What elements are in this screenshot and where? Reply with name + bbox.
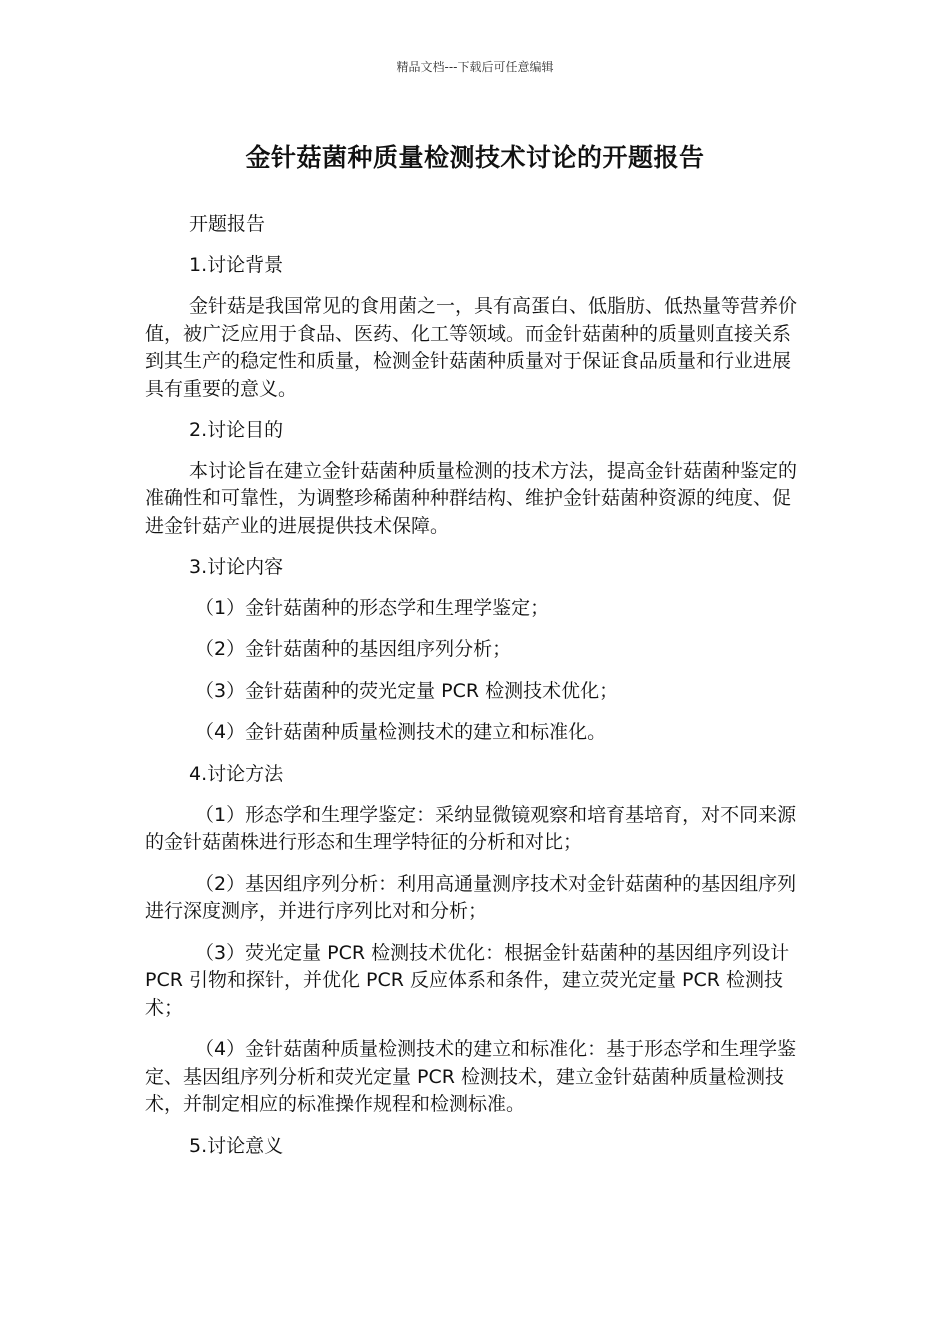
section-heading-purpose: 2.讨论目的 bbox=[189, 418, 284, 441]
document-title: 金针菇菌种质量检测技术讨论的开题报告 bbox=[245, 143, 705, 172]
section-heading-method: 4.讨论方法 bbox=[189, 762, 284, 785]
method-item: （2）基因组序列分析：利用高通量测序技术对金针菇菌种的基因组序列进行深度测序，并进行序列比对和分析； bbox=[145, 872, 797, 922]
method-item: （1）形态学和生理学鉴定：采纳显微镜观察和培育基培育，对不同来源的金针菇菌株进行形态和生理学特征的分析和对比； bbox=[145, 803, 797, 853]
method-item: （4）金针菇菌种质量检测技术的建立和标准化：基于形态学和生理学鉴定、基因组序列分析和荧光定量 PCR 检测技术，建立金针菇菌种质量检测技术，并制定相应的标准操作规程和检测标准。 bbox=[145, 1038, 797, 1115]
content-item: （4）金针菇菌种质量检测技术的建立和标准化。 bbox=[195, 721, 607, 743]
content-item: （2）金针菇菌种的基因组序列分析； bbox=[195, 638, 512, 660]
content-item: （1）金针菇菌种的形态学和生理学鉴定； bbox=[195, 596, 550, 619]
header-note: 精品文档---下载后可任意编辑 bbox=[396, 60, 554, 74]
paragraph-purpose: 本讨论旨在建立金针菇菌种质量检测的技术方法，提高金针菇菌种鉴定的准确性和可靠性，为调整珍稀菌种种群结构、维护金针菇菌种资源的纯度、促进金针菇产业的进展提供技术保障。 bbox=[145, 459, 798, 537]
method-item: （3）荧光定量 PCR 检测技术优化：根据金针菇菌种的基因组序列设计 PCR 引物和探针，并优化 PCR 反应体系和条件，建立荧光定量 PCR 检测技术； bbox=[145, 941, 790, 1019]
paragraph-background: 金针菇是我国常见的食用菌之一，具有高蛋白、低脂肪、低热量等营养价值，被广泛应用于食品、医药、化工等领域。而金针菇菌种的质量则直接关系到其生产的稳定性和质量，检测金针菇菌种质量对于保证食品质量和行业进展具有重要的意义。 bbox=[145, 295, 798, 400]
content-item: （3）金针菇菌种的荧光定量 PCR 检测技术优化； bbox=[195, 679, 619, 702]
section-heading-significance: 5.讨论意义 bbox=[189, 1134, 284, 1157]
report-label: 开题报告 bbox=[189, 213, 266, 235]
section-heading-content: 3.讨论内容 bbox=[189, 555, 284, 578]
document-body bbox=[145, 211, 809, 1174]
section-heading-background: 1.讨论背景 bbox=[189, 254, 284, 276]
